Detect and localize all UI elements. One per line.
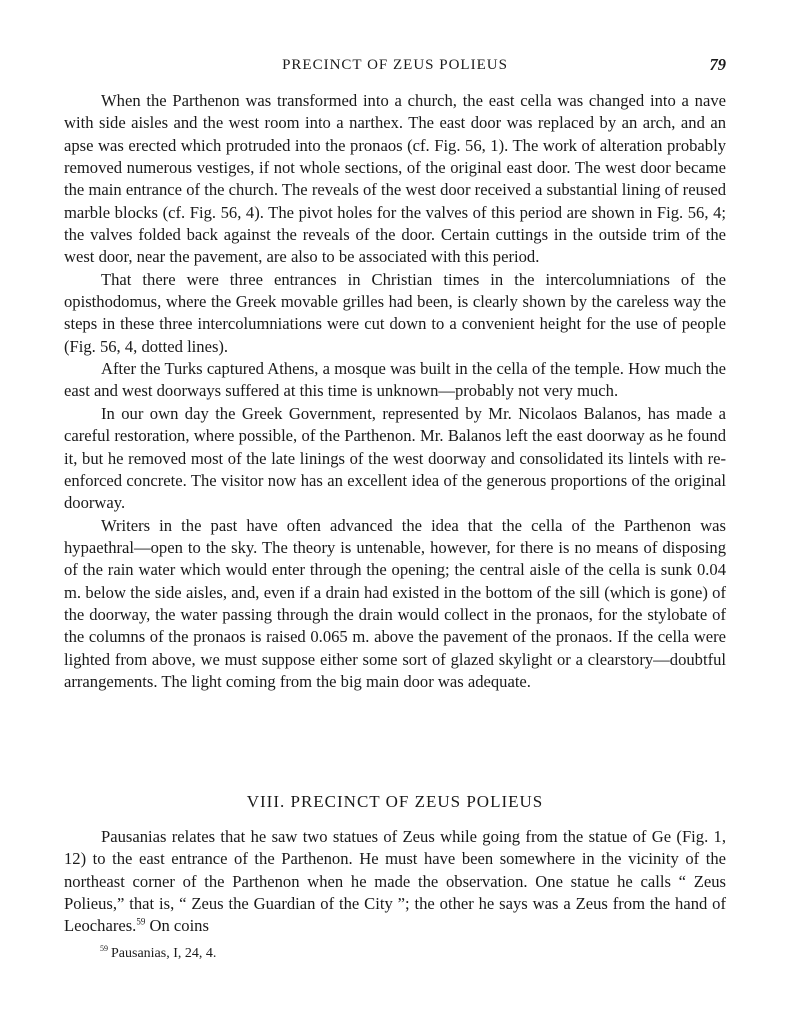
- paragraph-christian-entrances: That there were three entrances in Christian times in the intercolumniations of the opisthodomus, where the Greek movable grilles had been, is clearly shown by the careless way the steps in these three intercolumniations were cut down to a convenient height for the use of people (Fig. 56, 4, dotted lines).: [64, 269, 726, 356]
- paragraph-pausanias: [64, 826, 726, 938]
- paragraph-church-conversion: When the Parthenon was transformed into a church, the east cella was changed into a nave with side aisles and the west room into a narthex. The east door was replaced by an arch, and an apse was erected which protruded into the pronaos (cf. Fig. 56, 1). The work of alteration probably removed numerous vestiges, if not whole sections, of the original east door. The west door became the main entrance of the church. The reveals of the west door received a substantial lining of reused marble blocks (cf. Fig. 56, 4). The pivot holes for the valves of this period are shown in Fig. 56, 4; the valves folded back against the reveals of the door. Certain cuttings in the outside trim of the west door, near the pavement, are also to be associated with this period.: [64, 91, 726, 267]
- running-head: [64, 55, 726, 79]
- footnote-marker: 59: [100, 944, 108, 954]
- footnote: [100, 946, 216, 962]
- paragraph-modern-restoration: In our own day the Greek Government, represented by Mr. Nicolaos Balanos, has made a careful restoration, where possible, of the Parthenon. Mr. Balanos left the east doorway as he found it, but he removed most of the late linings of the west doorway and consolidated its lintels with re-enforced concrete. The visitor now has an excellent idea of the generous proportions of the original doorway.: [64, 403, 726, 513]
- running-title: PRECINCT OF ZEUS POLIEUS: [282, 57, 508, 73]
- paragraph-turkish-mosque: After the Turks captured Athens, a mosque was built in the cella of the temple. How much the east and west doorways suffered at this time is unknown—probably not very much.: [64, 359, 726, 401]
- footnote-text: Pausanias, I, 24, 4.: [111, 946, 217, 961]
- page-number: 79: [709, 55, 726, 74]
- section-text: [64, 826, 726, 938]
- paragraph-hypaethral-theory: Writers in the past have often advanced the idea that the cella of the Parthenon was hypaethral—open to the sky. The theory is untenable, however, for there is no means of disposing of the rain water which would enter through the opening; the central aisle of the cella is sunk 0.04 m. below the side aisles, and, even if a drain had existed in the bottom of the sill (which is gone) of the doorway, the water passing through the drain would collect in the pronaos, for the stylobate of the columns of the pronaos is raised 0.065 m. above the pavement of the pronaos. If the cella were lighted from above, we must suppose either some sort of glazed skylight or a clearstory—doubtful arrangements. The light coming from the big main door was adequate.: [64, 515, 726, 691]
- paragraph-pausanias-continuation: On coins: [145, 916, 209, 936]
- section-heading: VIII. PRECINCT OF ZEUS POLIEUS: [246, 792, 544, 811]
- body-text: [64, 90, 726, 693]
- paragraph-pausanias-text: Pausanias relates that he saw two statues of Zeus while going from the statue of Ge (Fig. 1, 12) to the east entrance of the Parthenon. He must have been somewhere in the vicinity of the northeast corner of the Parthenon when he made the observation. One statue he calls “ Zeus Polieus,” that is, “ Zeus the Guardian of the City ”; the other he says was a Zeus from the hand of Leochares.: [64, 827, 726, 936]
- footnote-reference: 59: [136, 916, 146, 927]
